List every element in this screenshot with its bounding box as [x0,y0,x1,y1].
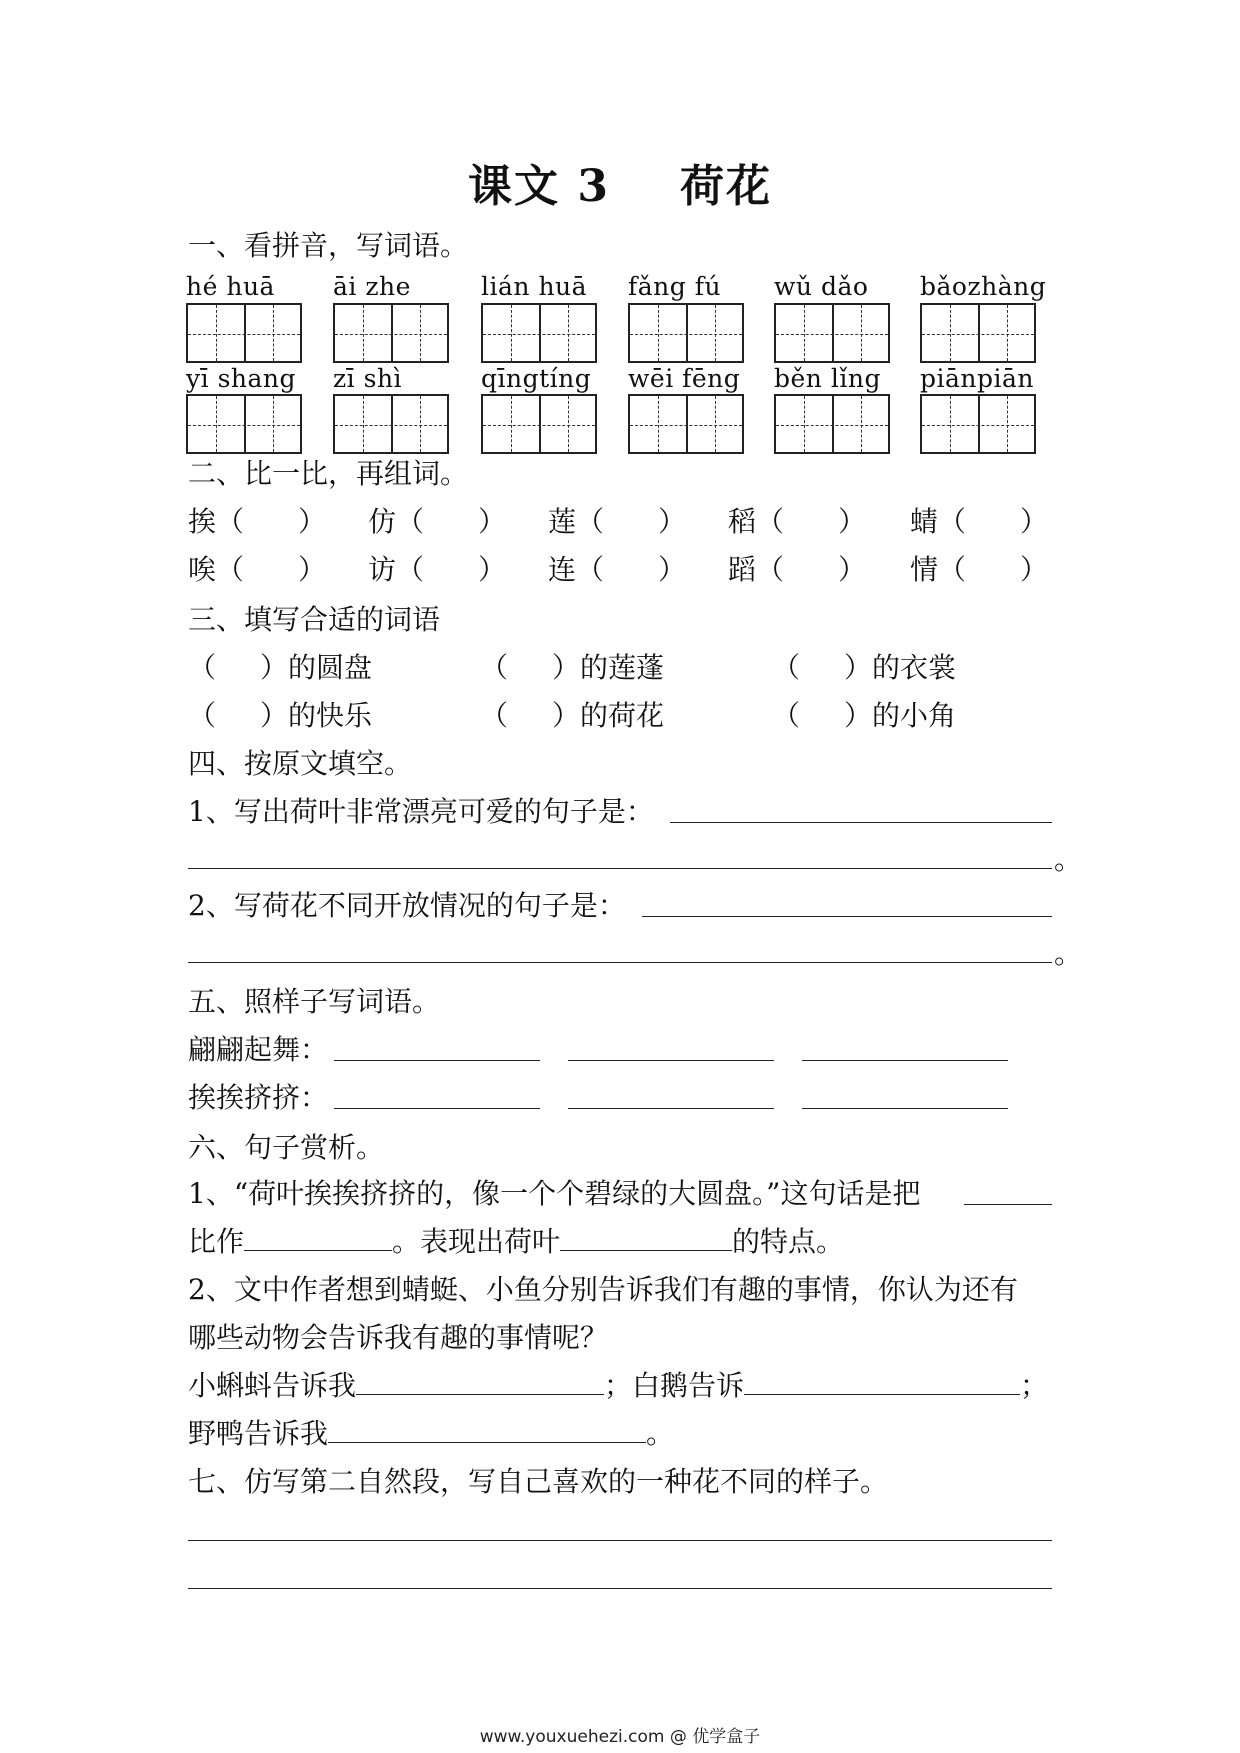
compare-item [728,548,866,588]
paren-close: ） [478,553,507,586]
paren-open: （ [576,553,605,586]
paren-open: （ [772,651,801,684]
compare-item [548,500,686,540]
paren-close: ） [552,651,581,684]
duck-label: 野鸭告诉我 [188,1417,329,1450]
fill-item [480,694,664,734]
writing-box[interactable] [333,394,449,454]
compare-char: 唉 [188,553,217,586]
q6-1-blank-object[interactable] [244,1224,392,1251]
paren-close: ） [838,553,867,586]
writing-box[interactable] [481,394,597,454]
paren-open: （ [576,505,605,538]
q6-1-suffix: 的特点。 [732,1225,845,1258]
section-7-heading: 七、仿写第二自然段，写自己喜欢的一种花不同的样子。 [188,1465,889,1498]
paren-open: （ [938,505,967,538]
paren-open: （ [216,553,245,586]
q6-2-line-d [188,1412,674,1452]
pinyin-label: yī shang [186,364,297,393]
paren-close: ） [658,505,687,538]
q6-2-line-c [188,1364,1048,1404]
lesson-name: 荷花 [679,161,772,212]
compare-item [188,548,326,588]
q6-2-period: 。 [646,1417,675,1450]
footer-watermark: www.youxuehezi.com @ 优学盒子 [479,1727,761,1747]
example-2-answer-3[interactable] [802,1108,1008,1109]
q6-2-text-b: 哪些动物会告诉我有趣的事情呢？ [188,1321,609,1354]
writing-box[interactable] [920,303,1036,363]
example-1-answer-2[interactable] [568,1060,774,1061]
paren-close: ） [1020,553,1049,586]
paren-open: （ [480,651,509,684]
q6-1-prefix: 比作 [188,1225,245,1258]
q6-1-mid: 。表现出荷叶 [392,1225,561,1258]
tadpole-blank[interactable] [356,1368,604,1395]
writing-box[interactable] [628,303,744,363]
goose-blank[interactable] [744,1368,1020,1395]
writing-box[interactable] [186,394,302,454]
paren-close: ） [298,553,327,586]
pinyin-label: qīngtíng [481,364,592,393]
writing-box[interactable] [186,303,302,363]
paren-open: （ [216,505,245,538]
fill-item [188,646,372,686]
compare-item [728,500,866,540]
compare-char: 访 [368,553,397,586]
section-3-heading: 三、填写合适的词语 [188,603,441,636]
compare-item [188,500,326,540]
lesson-number: 课文 3 [468,161,610,212]
paren-open: （ [938,553,967,586]
paren-open: （ [480,699,509,732]
q6-1-blank-subject[interactable] [964,1204,1052,1205]
compare-char: 挨 [188,505,217,538]
writing-box[interactable] [920,394,1036,454]
q7-answer-line-2[interactable] [188,1588,1052,1589]
example-2-answer-1[interactable] [334,1108,540,1109]
pinyin-label: běn lǐng [774,364,881,393]
compare-char: 蜻 [910,505,939,538]
fill-phrase: 的小角 [872,699,957,732]
paren-close: ） [552,699,581,732]
fill-phrase: 的荷花 [580,699,665,732]
compare-char: 蹈 [728,553,757,586]
compare-item [548,548,686,588]
fill-item [772,646,956,686]
pinyin-label: bǎozhàng [920,272,1047,301]
fill-item [480,646,664,686]
q6-1-text-a: 1、“荷叶挨挨挤挤的，像一个个碧绿的大圆盘。”这句话是把 [188,1177,921,1210]
pinyin-label: āi zhe [333,272,411,301]
compare-item [368,548,506,588]
writing-box[interactable] [774,394,890,454]
section-6-heading: 六、句子赏析。 [188,1131,385,1164]
pinyin-label: wǔ dǎo [774,272,869,301]
tadpole-label: 小蝌蚪告诉我 [188,1369,357,1402]
compare-char: 仿 [368,505,397,538]
q6-2-text-a: 2、文中作者想到蜻蜓、小鱼分别告诉我们有趣的事情，你认为还有 [188,1273,1018,1306]
q4-1-answer-line-b[interactable] [188,868,1052,869]
compare-char: 连 [548,553,577,586]
paren-open: （ [396,505,425,538]
pinyin-label: lián huā [481,272,588,301]
paren-close: ） [260,699,289,732]
duck-blank[interactable] [328,1416,646,1443]
q6-1-line-b [188,1220,844,1260]
writing-box[interactable] [628,394,744,454]
fill-phrase: 的莲蓬 [580,651,665,684]
paren-open: （ [756,553,785,586]
paren-close: ） [298,505,327,538]
writing-box[interactable] [774,303,890,363]
pinyin-label: hé huā [186,272,275,301]
q7-answer-line-1[interactable] [188,1540,1052,1541]
paren-close: ） [844,651,873,684]
section-4-heading: 四、按原文填空。 [188,747,413,780]
paren-close: ） [658,553,687,586]
paren-open: （ [396,553,425,586]
pinyin-label: zī shì [333,364,403,393]
paren-open: （ [756,505,785,538]
section-5-heading: 五、照样子写词语。 [188,985,441,1018]
compare-char: 莲 [548,505,577,538]
pinyin-label: wēi fēng [628,364,741,393]
compare-item [368,500,506,540]
fill-phrase: 的快乐 [288,699,373,732]
compare-char: 情 [910,553,939,586]
q4-2-answer-line-a[interactable] [642,916,1052,917]
q4-1-period: 。 [1054,843,1083,876]
semicolon-2: ； [1020,1369,1049,1402]
q4-2-period: 。 [1054,937,1083,970]
pinyin-label: fǎng fú [628,272,722,301]
paren-open: （ [188,699,217,732]
q4-1-answer-line-a[interactable] [670,822,1052,823]
fill-item [188,694,372,734]
compare-char: 稻 [728,505,757,538]
writing-box[interactable] [481,303,597,363]
q4-2-text: 2、写荷花不同开放情况的句子是： [188,889,626,922]
paren-close: ） [844,699,873,732]
pinyin-label: piānpiān [920,364,1035,393]
paren-close: ） [260,651,289,684]
paren-close: ） [838,505,867,538]
fill-item [772,694,956,734]
fill-phrase: 的圆盘 [288,651,373,684]
example-1-answer-3[interactable] [802,1060,1008,1061]
goose-label: 白鹅告诉 [632,1369,745,1402]
q4-2-answer-line-b[interactable] [188,962,1052,963]
page-title [0,150,1240,214]
compare-item [910,500,1048,540]
q4-1-text: 1、写出荷叶非常漂亮可爱的句子是： [188,795,654,828]
compare-item [910,548,1048,588]
example-2-answer-2[interactable] [568,1108,774,1109]
paren-open: （ [772,699,801,732]
example-1-answer-1[interactable] [334,1060,540,1061]
paren-close: ） [1020,505,1049,538]
section-1-heading: 一、看拼音，写词语。 [188,229,469,262]
fill-phrase: 的衣裳 [872,651,957,684]
paren-close: ） [478,505,507,538]
semicolon-1: ； [604,1369,633,1402]
example-1-label: 翩翩起舞： [188,1033,329,1066]
section-2-heading: 二、比一比，再组词。 [188,457,469,490]
example-2-label: 挨挨挤挤： [188,1081,329,1114]
q6-1-blank-feature[interactable] [560,1224,732,1251]
writing-box[interactable] [333,303,449,363]
paren-open: （ [188,651,217,684]
